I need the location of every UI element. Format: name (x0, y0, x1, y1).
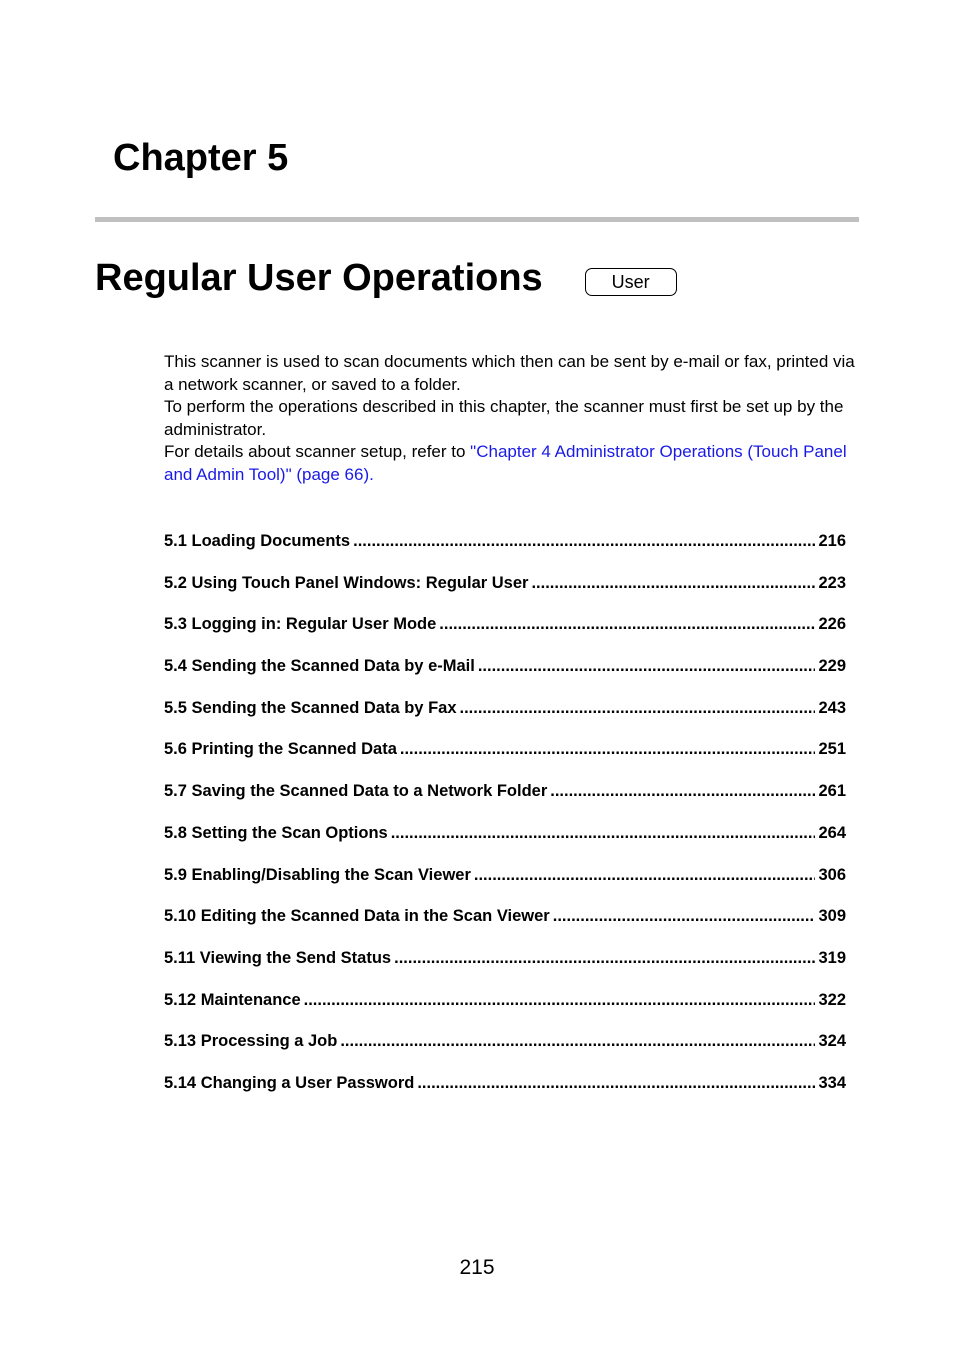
toc-dot-leader (553, 905, 816, 927)
toc-entry-title: 5.11 Viewing the Send Status (164, 948, 392, 967)
toc-dot-leader (400, 738, 816, 760)
chapter-title: Regular User Operations (95, 257, 543, 299)
toc-dot-leader (478, 655, 816, 677)
intro-paragraph (164, 441, 864, 486)
toc-entry[interactable] (164, 1030, 846, 1072)
intro-paragraph: This scanner is used to scan documents which then can be sent by e-mail or fax, printed via a network scanner, or saved to a folder. (164, 352, 855, 394)
toc-entry[interactable] (164, 613, 846, 655)
toc-entry[interactable] (164, 572, 846, 614)
toc-entry[interactable] (164, 697, 846, 739)
table-of-contents (164, 530, 846, 1114)
toc-entry-page: 324 (818, 1032, 846, 1051)
toc-entry[interactable] (164, 947, 846, 989)
toc-dot-leader (394, 947, 815, 969)
toc-entry-page: 223 (818, 573, 846, 592)
toc-entry-page: 251 (818, 740, 846, 759)
page-number: 215 (459, 1256, 495, 1279)
toc-dot-leader (439, 613, 815, 635)
intro-text (164, 351, 864, 487)
chapter-label: Chapter 5 (113, 137, 289, 179)
toc-dot-leader (417, 1072, 815, 1094)
toc-entry[interactable] (164, 864, 846, 906)
toc-entry-page: 229 (818, 657, 846, 676)
toc-entry-title: 5.8 Setting the Scan Options (164, 823, 388, 842)
toc-dot-leader (474, 864, 816, 886)
toc-entry[interactable] (164, 905, 846, 947)
toc-entry[interactable] (164, 1072, 846, 1114)
toc-entry-title: 5.1 Loading Documents (164, 532, 351, 550)
toc-entry-page: 334 (818, 1073, 846, 1092)
toc-entry-title: 5.14 Changing a User Password (164, 1073, 415, 1092)
toc-entry-title: 5.3 Logging in: Regular User Mode (164, 615, 437, 634)
toc-entry-title: 5.6 Printing the Scanned Data (164, 740, 397, 759)
toc-entry-title: 5.13 Processing a Job (164, 1032, 338, 1051)
toc-entry-title: 5.10 Editing the Scanned Data in the Scan Viewer (164, 907, 550, 926)
toc-entry-page: 309 (818, 907, 846, 926)
toc-entry[interactable] (164, 738, 846, 780)
toc-entry[interactable] (164, 822, 846, 864)
toc-dot-leader (304, 989, 816, 1011)
toc-entry-title: 5.5 Sending the Scanned Data by Fax (164, 698, 457, 717)
toc-entry-title: 5.4 Sending the Scanned Data by e-Mail (164, 657, 475, 676)
toc-entry-page: 264 (818, 823, 846, 842)
toc-entry-page: 243 (818, 698, 846, 717)
role-badge: User (585, 268, 677, 296)
toc-entry[interactable] (164, 780, 846, 822)
toc-entry-title: 5.7 Saving the Scanned Data to a Network Folder (164, 782, 548, 801)
toc-dot-leader (550, 780, 815, 802)
toc-entry-page: 226 (818, 615, 846, 634)
toc-dot-leader (391, 822, 816, 844)
toc-entry-title: 5.12 Maintenance (164, 990, 301, 1009)
toc-entry-page: 319 (818, 948, 846, 967)
toc-entry[interactable] (164, 655, 846, 697)
title-row (95, 252, 677, 304)
toc-entry[interactable] (164, 989, 846, 1031)
toc-dot-leader (460, 697, 816, 719)
toc-entry-page: 322 (818, 990, 846, 1009)
toc-entry-title: 5.9 Enabling/Disabling the Scan Viewer (164, 865, 471, 884)
toc-entry-page: 216 (818, 532, 846, 550)
toc-entry[interactable] (164, 530, 846, 572)
toc-entry-title: 5.2 Using Touch Panel Windows: Regular User (164, 573, 529, 592)
intro-text-span: For details about scanner setup, refer to (164, 442, 471, 462)
chapter-4-link[interactable]: "Chapter 4 Administrator Operations (Touch Panel and Admin Tool)" (page 66). (164, 442, 847, 484)
toc-dot-leader (531, 572, 815, 594)
header-divider (95, 217, 859, 222)
toc-dot-leader (340, 1030, 815, 1052)
toc-entry-page: 306 (818, 865, 846, 884)
toc-dot-leader (353, 530, 815, 552)
toc-entry-page: 261 (818, 782, 846, 801)
intro-paragraph: To perform the operations described in this chapter, the scanner must first be set up by the administrator. (164, 397, 844, 439)
